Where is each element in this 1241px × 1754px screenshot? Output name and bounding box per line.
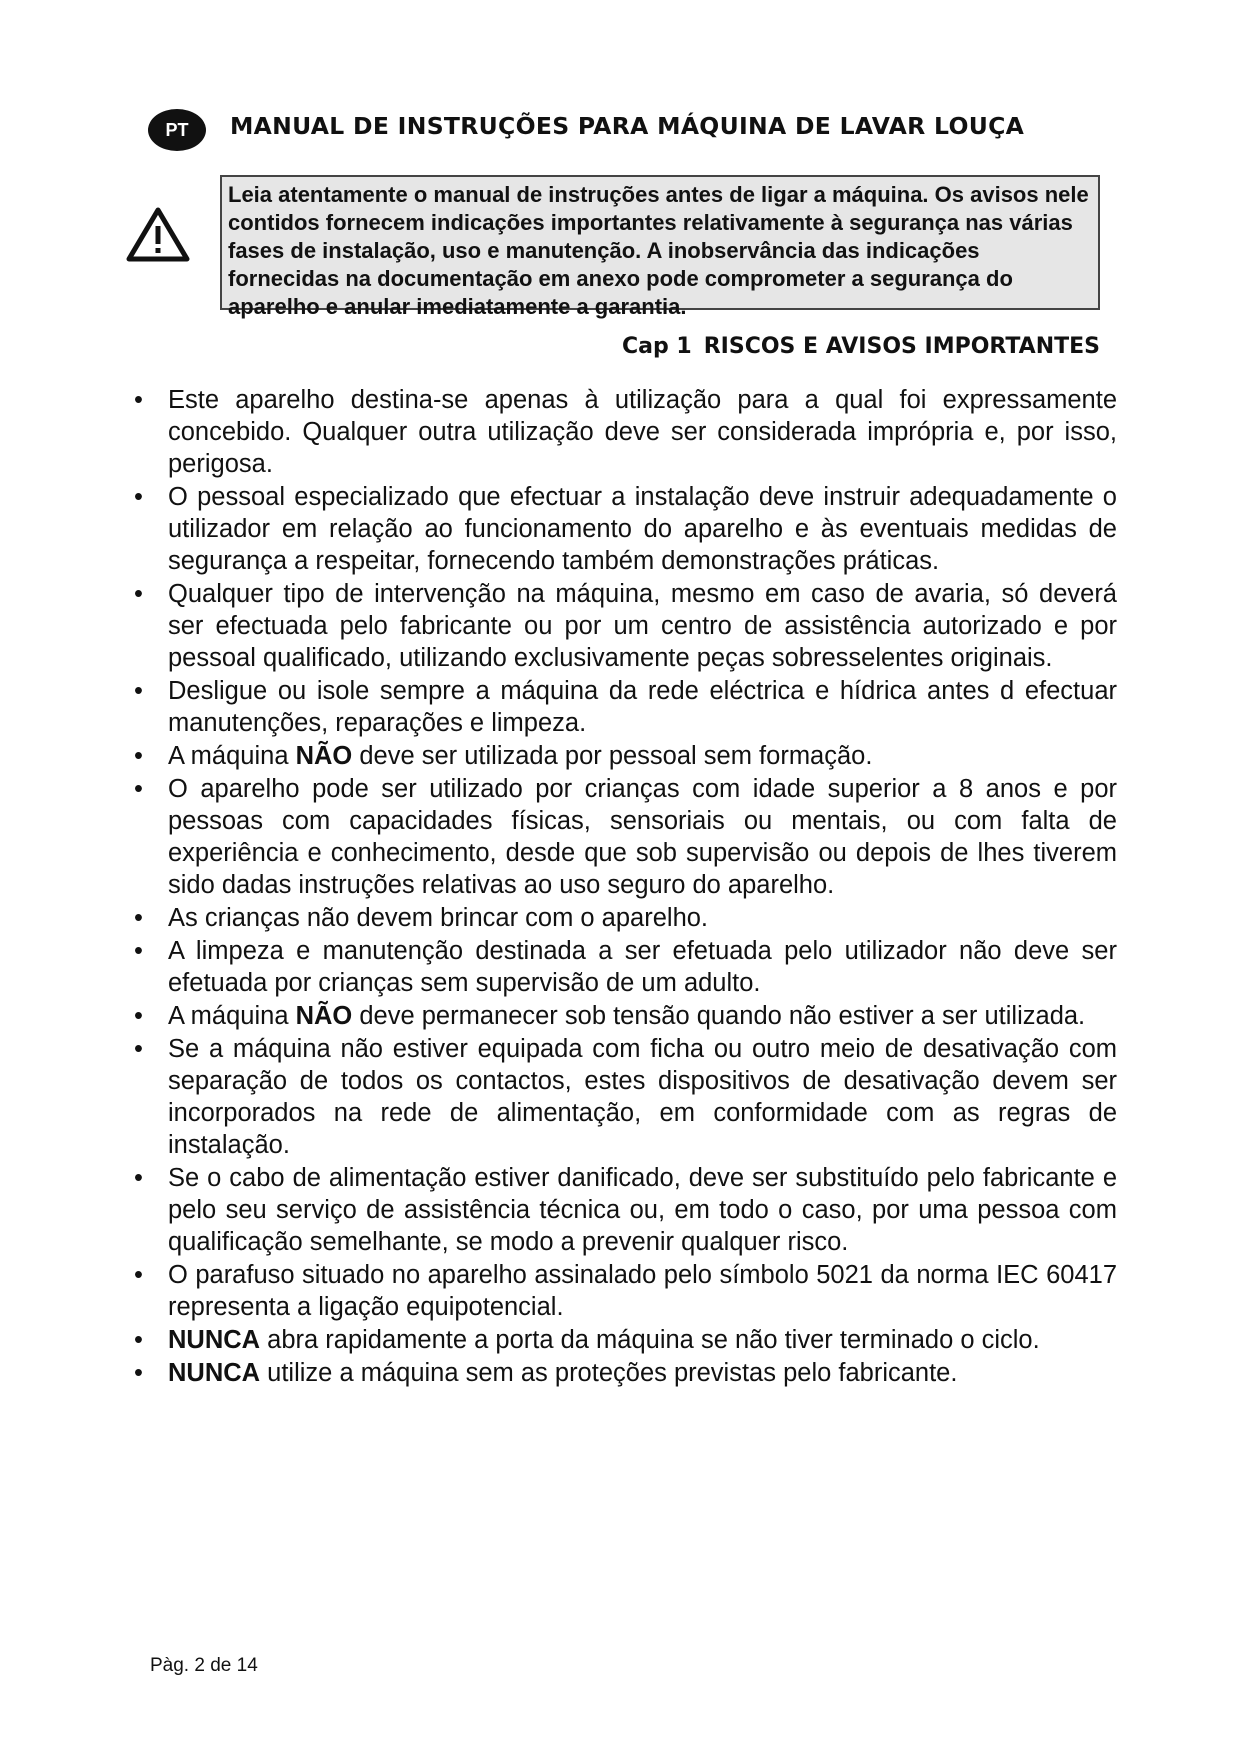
list-item (132, 773, 1117, 901)
list-item-emphasis: NÃO (295, 742, 353, 770)
list-item-text: Este aparelho destina-se apenas à utilização para a qual foi expressamente concebido. Qualquer outra utilização deve ser considerada imprópria e, por isso, perigosa. (168, 386, 1117, 478)
list-item (132, 1162, 1117, 1258)
warning-notice: Leia atentamente o manual de instruções antes de ligar a máquina. Os avisos nele contidos fornecem indicações importantes relativamente à segurança nas várias fases de instalação, uso e manutenção. A inobservância das indicações fornecidas na documentação em anexo pode comprometer a segurança do aparelho e anular imediatamente a garantia. (220, 175, 1100, 310)
list-item (132, 675, 1117, 739)
list-item-text: O aparelho pode ser utilizado por crianças com idade superior a 8 anos e por pessoas com capacidades físicas, sensoriais ou mentais, ou com falta de experiência e conhecimento, desde que sob supervisão ou depois de lhes tiverem sido dadas instruções relativas ao uso seguro do aparelho. (168, 775, 1117, 899)
list-item (132, 1259, 1117, 1323)
page-number: Pàg. 2 de 14 (150, 1655, 258, 1676)
list-item-emphasis: NUNCA (168, 1326, 261, 1354)
list-item-emphasis: NÃO (295, 1002, 353, 1030)
chapter-heading (622, 334, 1100, 359)
list-item-text: As crianças não devem brincar com o aparelho. (168, 904, 709, 932)
list-item-text: O pessoal especializado que efectuar a instalação deve instruir adequadamente o utilizador em relação ao funcionamento do aparelho e às eventuais medidas de segurança a respeitar, fornecendo também demonstrações práticas. (168, 483, 1117, 575)
list-item-text: Se a máquina não estiver equipada com ficha ou outro meio de desativação com separação de todos os contactos, estes dispositivos de desativação devem ser incorporados na rede de alimentação, em conformidade com as regras de instalação. (168, 1035, 1117, 1159)
safety-warnings-list (132, 384, 1117, 1390)
list-item-text: A limpeza e manutenção destinada a ser efetuada pelo utilizador não deve ser efetuada por crianças sem supervisão de um adulto. (168, 937, 1117, 997)
chapter-title: RISCOS E AVISOS IMPORTANTES (703, 334, 1100, 359)
list-item-text: abra rapidamente a porta da máquina se não tiver terminado o ciclo. (260, 1326, 1040, 1354)
list-item (132, 1357, 1117, 1389)
list-item (132, 902, 1117, 934)
list-item-text: deve permanecer sob tensão quando não estiver a ser utilizada. (352, 1002, 1086, 1030)
list-item (132, 1033, 1117, 1161)
warning-triangle-icon (126, 206, 190, 262)
list-item-text: Desligue ou isole sempre a máquina da rede eléctrica e hídrica antes d efectuar manutenções, reparações e limpeza. (168, 677, 1117, 737)
list-item-text: Se o cabo de alimentação estiver danificado, deve ser substituído pelo fabricante e pelo seu serviço de assistência técnica ou, em todo o caso, por uma pessoa com qualificação semelhante, se modo a prevenir qualquer risco. (168, 1164, 1117, 1256)
list-item (132, 481, 1117, 577)
list-item-text: A máquina (168, 1002, 296, 1030)
chapter-number: Cap 1 (622, 334, 692, 359)
list-item (132, 384, 1117, 480)
list-item (132, 935, 1117, 999)
list-item-text: utilize a máquina sem as proteções previstas pelo fabricante. (260, 1359, 958, 1387)
list-item-text: O parafuso situado no aparelho assinalado pelo símbolo 5021 da norma IEC 60417 representa a ligação equipotencial. (168, 1261, 1117, 1321)
language-badge: PT (148, 109, 206, 151)
document-title: MANUAL DE INSTRUÇÕES PARA MÁQUINA DE LAVAR LOUÇA (230, 112, 1025, 140)
list-item-emphasis: NUNCA (168, 1359, 261, 1387)
list-item (132, 740, 1117, 772)
list-item-text: A máquina (168, 742, 296, 770)
list-item-text: deve ser utilizada por pessoal sem formação. (352, 742, 873, 770)
list-item (132, 1324, 1117, 1356)
list-item-text: Qualquer tipo de intervenção na máquina, mesmo em caso de avaria, só deverá ser efectuada pelo fabricante ou por um centro de assistência autorizado e por pessoal qualificado, utilizando exclusivamente peças sobresselentes originais. (168, 580, 1117, 672)
list-item (132, 578, 1117, 674)
list-item (132, 1000, 1117, 1032)
